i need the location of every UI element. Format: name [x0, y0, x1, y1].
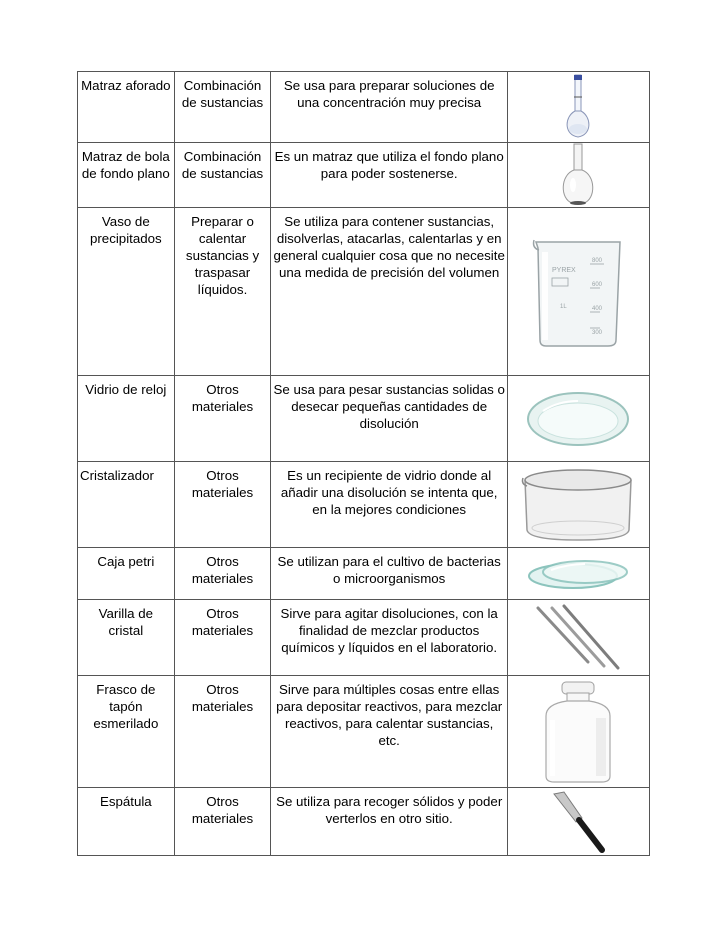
material-description: Sirve para agitar disoluciones, con la finalidad de mezclar productos químicos y líquidos en el laboratorio.: [271, 600, 508, 676]
material-image: [507, 676, 649, 788]
material-name: Espátula: [78, 788, 175, 856]
material-name: Vaso de precipitados: [78, 208, 175, 376]
material-image: [507, 462, 649, 548]
material-category: Otros materiales: [174, 376, 271, 462]
material-image: [507, 143, 649, 208]
material-description: Es un matraz que utiliza el fondo plano para poder sostenerse.: [271, 143, 508, 208]
material-name: Frasco de tapón esmerilado: [78, 676, 175, 788]
svg-text:1L: 1L: [560, 303, 568, 310]
material-name: Caja petri: [78, 548, 175, 600]
beaker-icon: [530, 236, 626, 348]
material-category: Otros materiales: [174, 676, 271, 788]
petri-dish-icon: [523, 552, 633, 596]
material-description: Se utiliza para contener sustancias, disolverlas, atacarlas, calentarlas y en general cualquier cosa que no necesite una medida de precisión del volumen: [271, 208, 508, 376]
material-description: Sirve para múltiples cosas entre ellas para depositar reactivos, para mezclar reactivos, para calentar sustancias, etc.: [271, 676, 508, 788]
material-image: [507, 72, 649, 143]
material-category: Combinación de sustancias: [174, 143, 271, 208]
lab-materials-table: [77, 71, 650, 856]
material-category: Otros materiales: [174, 462, 271, 548]
svg-text:300: 300: [592, 329, 603, 336]
material-image: [507, 208, 649, 376]
material-description: Es un recipiente de vidrio donde al añadir una disolución se intenta que, en la mejores condiciones: [271, 462, 508, 548]
material-category: Preparar o calentar sustancias y traspasar líquidos.: [174, 208, 271, 376]
table-row: [78, 462, 650, 548]
material-name: Matraz de bola de fondo plano: [78, 143, 175, 208]
glass-rod-icon: [528, 602, 628, 674]
table-row: [78, 548, 650, 600]
spatula-icon: [548, 790, 608, 854]
table-row: [78, 600, 650, 676]
material-image: [507, 788, 649, 856]
material-name: Vidrio de reloj: [78, 376, 175, 462]
table-row: [78, 376, 650, 462]
svg-text:PYREX: PYREX: [552, 266, 577, 274]
table-row: [78, 208, 650, 376]
crystallizer-icon: [519, 466, 637, 544]
table-row: [78, 143, 650, 208]
svg-text:800: 800: [592, 257, 603, 264]
material-description: Se usa para preparar soluciones de una concentración muy precisa: [271, 72, 508, 143]
flat-bottom-flask-icon: [556, 143, 600, 207]
table-row: [78, 676, 650, 788]
material-image: [507, 548, 649, 600]
volumetric-flask-icon: [558, 73, 598, 141]
svg-text:400: 400: [592, 305, 603, 312]
table-row: [78, 788, 650, 856]
material-name: Varilla de cristal: [78, 600, 175, 676]
material-image: [507, 600, 649, 676]
material-image: [507, 376, 649, 462]
material-name: Matraz aforado: [78, 72, 175, 143]
material-category: Combinación de sustancias: [174, 72, 271, 143]
watch-glass-icon: [523, 389, 633, 449]
stoppered-bottle-icon: [540, 680, 616, 784]
material-name: Cristalizador: [78, 462, 175, 548]
material-description: Se utilizan para el cultivo de bacterias o microorganismos: [271, 548, 508, 600]
material-category: Otros materiales: [174, 788, 271, 856]
svg-text:600: 600: [592, 281, 603, 288]
material-description: Se utiliza para recoger sólidos y poder verterlos en otro sitio.: [271, 788, 508, 856]
material-category: Otros materiales: [174, 548, 271, 600]
table-row: [78, 72, 650, 143]
material-description: Se usa para pesar sustancias solidas o desecar pequeñas cantidades de disolución: [271, 376, 508, 462]
material-category: Otros materiales: [174, 600, 271, 676]
